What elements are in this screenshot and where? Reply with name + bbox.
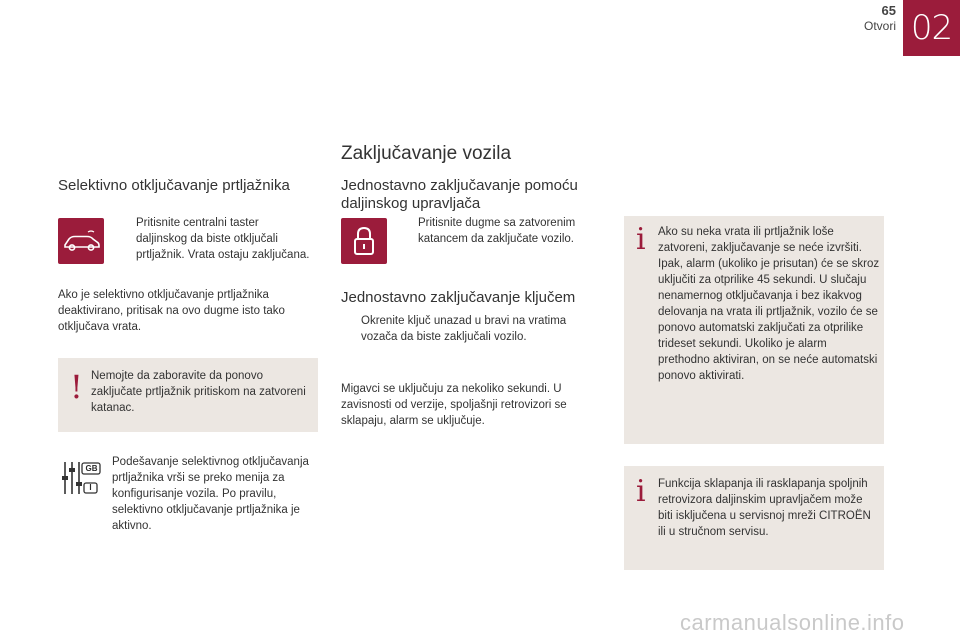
info-text-mirrors: Funkcija sklapanja ili rasklapanja spoljnih retrovizora daljinskim upravljačem može biti isključena u servisnoj mreži CITROËN ili u stručnom servisu. <box>658 478 871 538</box>
car-remote-icon <box>58 218 104 264</box>
bullet-text: Pritisnite dugme sa zatvorenim katancem da zaključate vozilo. <box>418 217 576 245</box>
chapter-tab: 02 <box>903 0 960 56</box>
bullet-text: Pritisnite centralni taster daljinskog da biste otključali prtljažnik. Vrata ostaju zaključana. <box>136 217 310 261</box>
info-icon: i <box>636 222 646 257</box>
bullet-key-lock <box>341 313 603 345</box>
settings-badge-top: GB <box>85 464 98 473</box>
section-heading-selective-unlock: Selektivno otključavanje prtljažnika <box>58 177 290 194</box>
section-heading-key-lock: Jednostavno zaključavanje ključem <box>341 289 576 306</box>
warning-icon: ! <box>70 368 83 406</box>
settings-badge-bottom: I <box>89 483 92 492</box>
watermark: carmanualsonline.info <box>680 610 905 635</box>
info-text-lock-failure: Ako su neka vrata ili prtljažnik loše zatvoreni, zaključavanje se neće izvršiti. Ipak, alarm (ukoliko je prisutan) će se skroz uključiti za otprilike 45 sekundi. U slučaju nenamernog otključavanja i bez ikakvog delovanja na vrata ili prtljažnik, vozilo će se ponovo automatski zaključati za otprilike trideset sekundi. Ukoliko je alarm prethodno aktiviran, on se neće automatski ponovo aktivirati. <box>658 226 880 382</box>
padlock-closed-icon <box>341 218 387 264</box>
warning-text: Nemojte da zaboravite da ponovo zaključate prtljažnik pritiskom na zatvoreni katanac. <box>91 370 306 414</box>
info-box-mirrors <box>624 466 884 570</box>
page-number: 65 <box>881 3 896 18</box>
bullet-text: Okrenite ključ unazad u bravi na vratima vozača da biste zaključali vozilo. <box>361 315 567 343</box>
section-heading-remote-lock: Jednostavno zaključavanje pomoću daljinskog upravljača <box>341 177 578 212</box>
bullet-selective-unlock <box>116 215 312 263</box>
chapter-name: Otvori <box>863 19 896 33</box>
info-icon: i <box>636 474 646 509</box>
paragraph-deactivated: Ako je selektivno otključavanje prtljažnika deaktivirano, pritisak na ovo dugme isto tako otključava vrata. <box>58 289 285 333</box>
paragraph-indicators: Migavci se uključuju za nekoliko sekundi. U zavisnosti od verzije, spoljašnji retrovizori se sklapaju, alarm se uključuje. <box>341 383 567 427</box>
info-box-lock-failure <box>624 216 884 444</box>
settings-note: Podešavanje selektivnog otključavanja prtljažnika vrši se preko menija za konfigurisanje vozila. Po pravilu, selektivno otključavanje prtljažnika je aktivno. <box>112 456 309 532</box>
page-title: Zaključavanje vozila <box>341 143 512 164</box>
settings-sliders-icon <box>58 458 104 500</box>
bullet-remote-lock <box>398 215 598 247</box>
